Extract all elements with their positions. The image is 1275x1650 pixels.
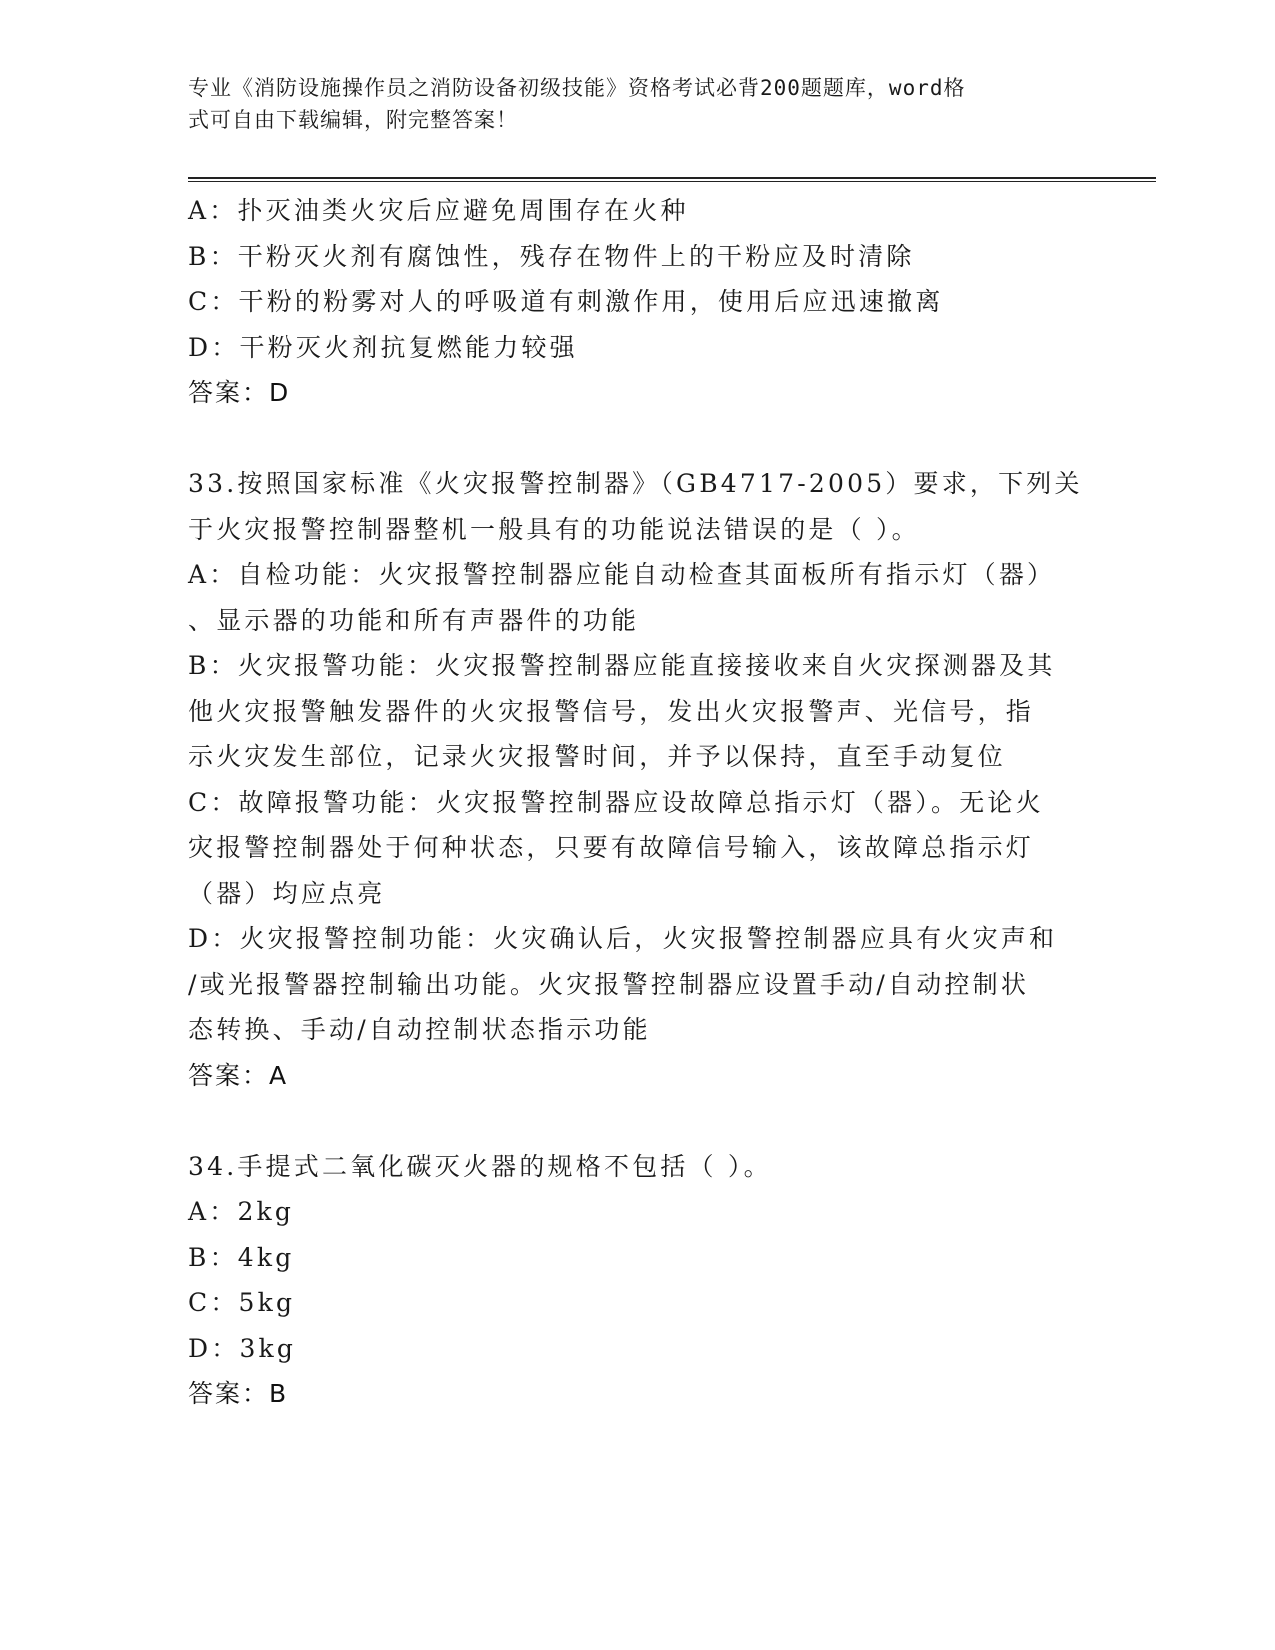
q32-option-c: C：干粉的粉雾对人的呼吸道有刺激作用，使用后应迅速撤离 bbox=[188, 287, 944, 316]
question-list bbox=[188, 188, 1088, 1417]
q33-answer: 答案：A bbox=[188, 1060, 289, 1090]
question-34 bbox=[188, 1144, 1088, 1417]
q34-option-b: B：4kg bbox=[188, 1242, 295, 1272]
q32-option-b: B：干粉灭火剂有腐蚀性，残存在物件上的干粉应及时清除 bbox=[188, 241, 915, 271]
q33-option-c-line-3: （器）均应点亮 bbox=[188, 878, 386, 908]
question-33 bbox=[188, 461, 1088, 1098]
q33-option-c-line-1: C：故障报警功能：火灾报警控制器应设故障总指示灯（器）。无论火 bbox=[188, 787, 1044, 817]
q34-option-a: A：2kg bbox=[188, 1197, 295, 1226]
q33-option-a-line-1: A：自检功能：火灾报警控制器应能自动检查其面板所有指示灯（器） bbox=[188, 560, 1056, 589]
q33-option-c-line-2: 灾报警控制器处于何种状态，只要有故障信号输入，该故障总指示灯 bbox=[188, 833, 1035, 862]
q34-option-d: D：3kg bbox=[188, 1333, 297, 1363]
q33-option-b-line-3: 示火灾发生部位，记录火灾报警时间，并予以保持，直至手动复位 bbox=[188, 742, 1006, 771]
q33-stem-line-2: 于火灾报警控制器整机一般具有的功能说法错误的是（ ）。 bbox=[188, 514, 920, 544]
q33-option-b-line-1: B：火灾报警功能：火灾报警控制器应能直接接收来自火灾探测器及其 bbox=[188, 651, 1056, 680]
header-divider bbox=[188, 177, 1156, 182]
header-title-line-1: 专业《消防设施操作员之消防设备初级技能》资格考试必背200题题库，word格 bbox=[188, 76, 966, 100]
q32-option-d: D：干粉灭火剂抗复燃能力较强 bbox=[188, 332, 578, 362]
question-gap bbox=[188, 1098, 1088, 1144]
q32-option-a: A：扑灭油类火灾后应避免周围存在火种 bbox=[188, 196, 689, 225]
question-32-tail bbox=[188, 188, 1088, 416]
q33-option-a-line-2: 、显示器的功能和所有声器件的功能 bbox=[188, 605, 640, 635]
q33-option-b-line-2: 他火灾报警触发器件的火灾报警信号，发出火灾报警声、光信号，指 bbox=[188, 696, 1035, 726]
q34-answer: 答案：B bbox=[188, 1379, 289, 1408]
q32-answer: 答案：D bbox=[188, 378, 291, 407]
q34-stem: 34.手提式二氧化碳灭火器的规格不包括（ ）。 bbox=[188, 1151, 772, 1181]
q34-option-c: C：5kg bbox=[188, 1288, 296, 1317]
q33-option-d-line-2: /或光报警器控制输出功能。火灾报警控制器应设置手动/自动控制状 bbox=[188, 969, 1030, 999]
header-title-line-2: 式可自由下载编辑，附完整答案！ bbox=[188, 108, 518, 132]
q33-option-d-line-1: D：火灾报警控制功能：火灾确认后，火灾报警控制器应具有火灾声和 bbox=[188, 924, 1058, 953]
q33-option-d-line-3: 态转换、手动/自动控制状态指示功能 bbox=[188, 1015, 651, 1044]
q33-stem-line-1: 33.按照国家标准《火灾报警控制器》（GB4717-2005）要求，下列关 bbox=[188, 469, 1083, 498]
document-header bbox=[188, 72, 1078, 136]
question-gap bbox=[188, 416, 1088, 462]
